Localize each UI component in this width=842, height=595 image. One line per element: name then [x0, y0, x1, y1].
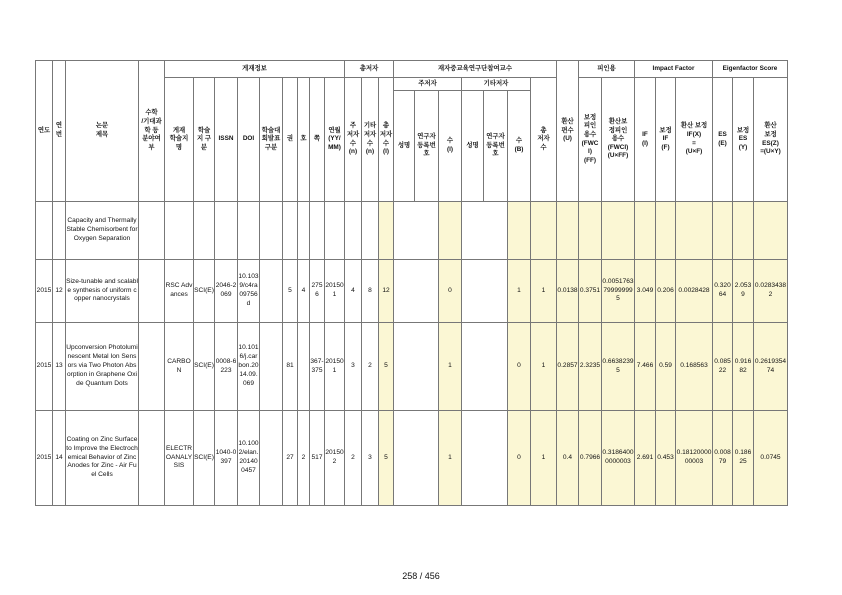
cell-journal: [165, 202, 194, 260]
col-issue-header: 호: [298, 78, 310, 202]
cell-issue: [298, 202, 310, 260]
cell-u: 0.2857: [557, 323, 579, 411]
cell-if-conv: 0.1812000000003: [676, 411, 713, 506]
cell-main-n: [345, 202, 362, 260]
faculty-group-header: 재자중교육연구단참여교수: [394, 61, 557, 78]
cell-other-count: 1: [508, 260, 531, 323]
cell-es-adj: 0.18625: [733, 411, 754, 506]
page-number: 258 / 456: [402, 571, 440, 581]
col-main-count-header: 수 (l): [439, 91, 462, 202]
cell-flag: [139, 260, 165, 323]
cell-no: 12: [53, 260, 66, 323]
cell-if-adj: 0.453: [656, 411, 676, 506]
cell-if: [635, 202, 656, 260]
cell-if-adj: 0.206: [656, 260, 676, 323]
cell-other-name: [462, 323, 484, 411]
cell-date: 201501: [325, 260, 345, 323]
cell-flag: [139, 202, 165, 260]
cell-es-conv: 0.0745: [754, 411, 788, 506]
table-row: [36, 260, 788, 323]
cell-journal: CARBON: [165, 323, 194, 411]
cell-doi: 10.1002/elan.201400457: [238, 411, 260, 506]
cell-fwc: 0.7966: [579, 411, 602, 506]
cell-vol: 27: [283, 411, 298, 506]
main-author-subheader: 주저자: [394, 78, 462, 91]
cell-faculty-total: 1: [531, 260, 557, 323]
cell-other-n: 3: [362, 411, 379, 506]
cell-other-n: [362, 202, 379, 260]
cell-date: 201501: [325, 323, 345, 411]
cell-sci: SCI(E): [194, 260, 215, 323]
col-main-reg-header: 연구자 등록번 호: [415, 91, 439, 202]
cell-other-reg: [484, 260, 508, 323]
cell-faculty-total: 1: [531, 411, 557, 506]
publication-group-header: 게재정보: [165, 61, 345, 78]
cell-vol: 5: [283, 260, 298, 323]
col-year-header: 연도: [36, 61, 53, 202]
cell-flag: [139, 411, 165, 506]
cell-other-name: [462, 260, 484, 323]
col-if-header: IF (I): [635, 78, 656, 202]
cell-fwc: 0.3751: [579, 260, 602, 323]
col-journal-header: 게재 학술지 명: [165, 78, 194, 202]
col-title-header: 논문 제목: [66, 61, 139, 202]
cell-issue: 4: [298, 260, 310, 323]
cell-u: 0.0138: [557, 260, 579, 323]
cell-total-n: [379, 202, 394, 260]
col-other-n-header: 기타 저자 수 (n): [362, 78, 379, 202]
col-fwci-header: 환산보 정피인 용수 (FWCI) (U×FF): [602, 78, 635, 202]
cell-fwci: [602, 202, 635, 260]
cell-vol: [283, 202, 298, 260]
cell-date: [325, 202, 345, 260]
cell-doi: [238, 202, 260, 260]
col-if-adj-header: 보정 IF (F): [656, 78, 676, 202]
if-group-header: Impact Factor: [635, 61, 713, 78]
cell-main-name: [394, 411, 415, 506]
cell-page: 367-375: [310, 323, 325, 411]
cell-title: Coating on Zinc Surface to Improve the Electrochemical Behavior of Zinc Anodes for Zinc - Air Fuel Cells: [66, 411, 139, 506]
cell-main-count: 1: [439, 411, 462, 506]
cell-es-adj: 0.91682: [733, 323, 754, 411]
cell-vol: 81: [283, 323, 298, 411]
cell-other-reg: [484, 202, 508, 260]
col-if-conv-header: 환산 보정 IF(X) = (U×F): [676, 78, 713, 202]
col-main-name-header: 성명: [394, 91, 415, 202]
cell-fwci: 0.66382395: [602, 323, 635, 411]
cell-sci: [194, 202, 215, 260]
cell-issn: [215, 202, 238, 260]
table-row: [36, 202, 788, 260]
col-main-n-header: 주 저자 수 (n): [345, 78, 362, 202]
col-es-header: ES (E): [713, 78, 733, 202]
cell-no: [53, 202, 66, 260]
col-field-header: 학술대 회발표 구분: [260, 78, 283, 202]
cell-field: [260, 260, 283, 323]
col-issn-header: ISSN: [215, 78, 238, 202]
cell-es-adj: [733, 202, 754, 260]
cell-main-reg: [415, 323, 439, 411]
header-row-groups: [36, 61, 788, 78]
cell-main-reg: [415, 411, 439, 506]
cell-other-name: [462, 202, 484, 260]
cell-main-n: 3: [345, 323, 362, 411]
cell-other-reg: [484, 411, 508, 506]
cell-main-reg: [415, 260, 439, 323]
cell-if: 2.691: [635, 411, 656, 506]
table-row: [36, 323, 788, 411]
cell-other-name: [462, 411, 484, 506]
cell-es-conv: 0.02834382: [754, 260, 788, 323]
cell-fwc: 2.3235: [579, 323, 602, 411]
col-vol-header: 권: [283, 78, 298, 202]
cell-if-conv: [676, 202, 713, 260]
cell-u: 0.4: [557, 411, 579, 506]
cell-doi: 10.1016/j.carbon.2014.09.069: [238, 323, 260, 411]
research-table: [35, 60, 788, 506]
authors-group-header: 총저자: [345, 61, 394, 78]
col-other-name-header: 성명: [462, 91, 484, 202]
cell-year: 2015: [36, 260, 53, 323]
cell-other-count: [508, 202, 531, 260]
cell-main-count: 0: [439, 260, 462, 323]
cell-main-name: [394, 323, 415, 411]
cell-flag: [139, 323, 165, 411]
col-other-reg-header: 연구자 등록번 호: [484, 91, 508, 202]
cell-es-adj: 2.0539: [733, 260, 754, 323]
cell-es-conv: [754, 202, 788, 260]
col-flag-header: 수학 /기대과 학 등 분야여 부: [139, 61, 165, 202]
cell-es-conv: 0.261935474: [754, 323, 788, 411]
cell-field: [260, 202, 283, 260]
cell-title: Upconversion Photoluminescent Metal Ion Sensors via Two Photon Absorption in Graphene Oxide Quantum Dots: [66, 323, 139, 411]
col-other-count-header: 수 (B): [508, 91, 531, 202]
cell-other-reg: [484, 323, 508, 411]
col-u-header: 환산 편수 (U): [557, 61, 579, 202]
cell-issue: [298, 323, 310, 411]
cell-other-count: 0: [508, 411, 531, 506]
cell-main-count: [439, 202, 462, 260]
cell-year: 2015: [36, 411, 53, 506]
cell-no: 14: [53, 411, 66, 506]
cell-fwci: 0.31864000000003: [602, 411, 635, 506]
cell-main-reg: [415, 202, 439, 260]
cell-faculty-total: [531, 202, 557, 260]
cell-doi: 10.1039/c4ra09756d: [238, 260, 260, 323]
cell-issue: 2: [298, 411, 310, 506]
cell-other-n: 8: [362, 260, 379, 323]
cell-if-conv: 0.168563: [676, 323, 713, 411]
cell-es: 0.00879: [713, 411, 733, 506]
col-total-n-header: 총 저자 수 (l): [379, 78, 394, 202]
cell-main-n: 4: [345, 260, 362, 323]
cell-sci: SCI(E): [194, 323, 215, 411]
cell-if-adj: 0.59: [656, 323, 676, 411]
cell-es: 0.32064: [713, 260, 733, 323]
cell-main-name: [394, 260, 415, 323]
cell-faculty-total: 1: [531, 323, 557, 411]
cell-journal: ELECTROANALYSIS: [165, 411, 194, 506]
col-es-adj-header: 보정 ES (Y): [733, 78, 754, 202]
cell-fwc: [579, 202, 602, 260]
cell-no: 13: [53, 323, 66, 411]
cell-main-n: 2: [345, 411, 362, 506]
cell-other-count: 0: [508, 323, 531, 411]
cell-issn: 0008-6223: [215, 323, 238, 411]
cell-es: [713, 202, 733, 260]
col-page-header: 쪽: [310, 78, 325, 202]
cell-journal: RSC Advances: [165, 260, 194, 323]
cell-total-n: 5: [379, 411, 394, 506]
cell-title: Size-tunable and scalable synthesis of uniform copper nanocrystals: [66, 260, 139, 323]
cell-u: [557, 202, 579, 260]
col-date-header: 연월 (YY/ MM): [325, 78, 345, 202]
cell-year: 2015: [36, 323, 53, 411]
cell-sci: SCI(E): [194, 411, 215, 506]
cell-page: [310, 202, 325, 260]
es-group-header: Eigenfactor Score: [713, 61, 788, 78]
col-faculty-total-header: 총 저자 수: [531, 78, 557, 202]
cell-field: [260, 411, 283, 506]
cell-total-n: 12: [379, 260, 394, 323]
col-doi-header: DOI: [238, 78, 260, 202]
cell-field: [260, 323, 283, 411]
col-es-conv-header: 환산 보정 ES(Z) =(U×Y): [754, 78, 788, 202]
citation-group-header: 피인용: [579, 61, 635, 78]
cell-if: 7.466: [635, 323, 656, 411]
cell-main-count: 1: [439, 323, 462, 411]
cell-year: [36, 202, 53, 260]
col-fwc-header: 보정 피인 용수 (FWC I) (FF): [579, 78, 602, 202]
cell-main-name: [394, 202, 415, 260]
cell-page: 517: [310, 411, 325, 506]
col-sci-header: 학술 지 구 분: [194, 78, 215, 202]
cell-es: 0.08522: [713, 323, 733, 411]
cell-total-n: 5: [379, 323, 394, 411]
other-author-subheader: 기타저자: [462, 78, 531, 91]
cell-title: Capacity and Thermally Stable Chemisorbent for Oxygen Separation: [66, 202, 139, 260]
cell-if: 3.049: [635, 260, 656, 323]
cell-issn: 1040-0397: [215, 411, 238, 506]
cell-if-adj: [656, 202, 676, 260]
cell-issn: 2046-2069: [215, 260, 238, 323]
cell-date: 201502: [325, 411, 345, 506]
cell-fwci: 0.0051763799999995: [602, 260, 635, 323]
cell-if-conv: 0.0028428: [676, 260, 713, 323]
table-row: [36, 411, 788, 506]
cell-page: 2756: [310, 260, 325, 323]
col-no-header: 연번: [53, 61, 66, 202]
cell-other-n: 2: [362, 323, 379, 411]
